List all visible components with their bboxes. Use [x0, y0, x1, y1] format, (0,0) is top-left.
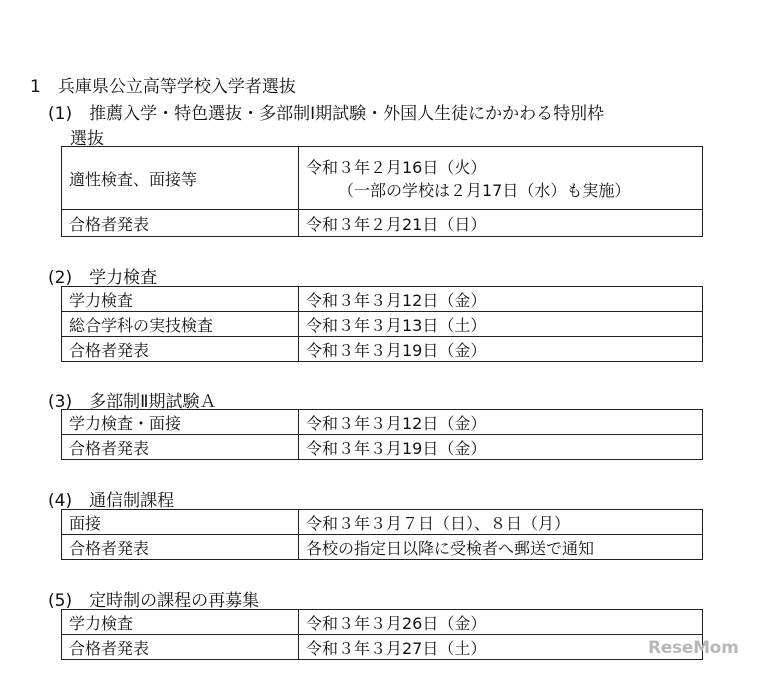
row-label: 適性検査、面接等: [62, 147, 299, 210]
section-4-table: [61, 509, 703, 560]
row-label: 総合学科の実技検査: [62, 312, 299, 337]
row-date: 令和３年３月７日（日）、８日（月）: [299, 510, 703, 535]
row-label: 学力検査・面接: [62, 410, 299, 435]
row-date: 令和３年３月13日（土）: [299, 312, 703, 337]
table-row: [62, 635, 703, 660]
table-row: [62, 210, 703, 237]
section-1-table: [61, 146, 703, 237]
section-3-table: [61, 409, 703, 460]
section-5-heading: (5) 定時制の課程の再募集: [48, 591, 260, 611]
row-label: 合格者発表: [62, 210, 299, 237]
row-date: [299, 147, 703, 210]
row-date: 各校の指定日以降に受検者へ郵送で通知: [299, 535, 703, 560]
document-title: 1 兵庫県公立高等学校入学者選抜: [30, 77, 296, 97]
section-4-heading: (4) 通信制課程: [48, 491, 175, 511]
row-date: 令和３年３月12日（金）: [299, 287, 703, 312]
table-row: [62, 312, 703, 337]
section-1-heading: (1) 推薦入学・特色選抜・多部制Ⅰ期試験・外国人生徒にかかわる特別枠: [48, 104, 605, 124]
row-label: 合格者発表: [62, 337, 299, 362]
table-row: [62, 410, 703, 435]
row-label: 合格者発表: [62, 535, 299, 560]
table-row: [62, 435, 703, 460]
resemom-watermark-logo: ReseMom: [648, 638, 739, 658]
row-date-note: （一部の学校は２月17日（水）も実施）: [338, 181, 631, 200]
section-2-heading: (2) 学力検査: [48, 268, 158, 288]
table-row: [62, 337, 703, 362]
row-label: 学力検査: [62, 287, 299, 312]
row-date: 令和３年３月26日（金）: [299, 610, 703, 635]
table-row: [62, 610, 703, 635]
table-row: [62, 510, 703, 535]
table-row: [62, 287, 703, 312]
row-label: 合格者発表: [62, 435, 299, 460]
row-label: 合格者発表: [62, 635, 299, 660]
row-date: 令和３年３月19日（金）: [299, 337, 703, 362]
table-row: [62, 147, 703, 210]
row-date: 令和３年３月12日（金）: [299, 410, 703, 435]
section-3-heading: (3) 多部制Ⅱ期試験Ａ: [48, 392, 217, 412]
row-label: 面接: [62, 510, 299, 535]
row-date-main: 令和３年２月16日（火）: [306, 158, 487, 177]
section-1-heading-continued: 選抜: [70, 129, 104, 149]
section-5-table: [61, 609, 703, 660]
table-row: [62, 535, 703, 560]
row-date: 令和３年３月19日（金）: [299, 435, 703, 460]
row-date: 令和３年３月27日（土）: [299, 635, 703, 660]
section-2-table: [61, 286, 703, 362]
row-date: 令和３年２月21日（日）: [299, 210, 703, 237]
row-label: 学力検査: [62, 610, 299, 635]
